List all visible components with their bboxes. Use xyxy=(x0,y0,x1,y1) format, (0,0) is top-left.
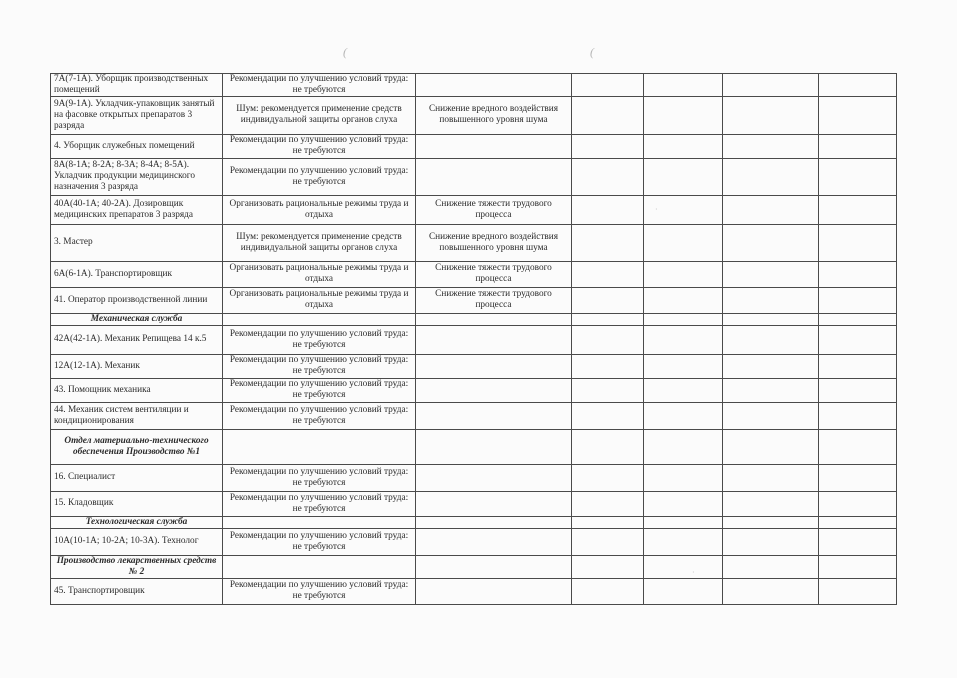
table-row xyxy=(51,464,897,491)
table-row xyxy=(51,402,897,429)
empty-cell xyxy=(819,96,897,134)
empty-cell xyxy=(819,325,897,354)
empty-cell xyxy=(572,224,644,261)
workplace-cell: 15. Кладовщик xyxy=(51,491,223,516)
empty-cell xyxy=(723,429,819,464)
recommendation-cell: Рекомендации по улучшению условий труда: не требуются xyxy=(223,378,416,402)
empty-cell xyxy=(572,528,644,555)
workplace-cell: 12А(12-1А). Механик xyxy=(51,354,223,378)
empty-cell xyxy=(416,429,572,464)
empty-cell xyxy=(572,578,644,604)
empty-cell xyxy=(819,158,897,195)
empty-cell xyxy=(723,464,819,491)
section-row xyxy=(51,516,897,528)
empty-cell xyxy=(223,555,416,578)
empty-cell xyxy=(723,313,819,325)
workplace-cell: 44. Механик систем вентиляции и кондиционирования xyxy=(51,402,223,429)
section-title: Отдел материально-технического обеспечения Производство №1 xyxy=(51,429,223,464)
goal-cell xyxy=(416,578,572,604)
empty-cell xyxy=(723,491,819,516)
empty-cell xyxy=(572,74,644,97)
goal-cell xyxy=(416,528,572,555)
workplace-cell: 3. Мастер xyxy=(51,224,223,261)
empty-cell xyxy=(644,402,723,429)
empty-cell xyxy=(819,74,897,97)
section-title: Механическая служба xyxy=(51,313,223,325)
empty-cell xyxy=(644,354,723,378)
empty-cell xyxy=(819,378,897,402)
recommendation-cell: Рекомендации по улучшению условий труда: не требуются xyxy=(223,134,416,158)
empty-cell xyxy=(644,528,723,555)
measures-table xyxy=(50,73,897,605)
table-row xyxy=(51,528,897,555)
empty-cell xyxy=(572,287,644,313)
section-title: Технологическая служба xyxy=(51,516,223,528)
empty-cell xyxy=(819,528,897,555)
recommendation-cell: Рекомендации по улучшению условий труда: не требуются xyxy=(223,464,416,491)
recommendation-cell: Рекомендации по улучшению условий труда: не требуются xyxy=(223,74,416,97)
goal-cell xyxy=(416,491,572,516)
empty-cell xyxy=(644,287,723,313)
goal-cell xyxy=(416,464,572,491)
empty-cell xyxy=(723,195,819,224)
workplace-cell: 9А(9-1А). Укладчик-упаковщик занятый на фасовке открытых препаратов 3 разряда xyxy=(51,96,223,134)
recommendation-cell: Рекомендации по улучшению условий труда: не требуются xyxy=(223,158,416,195)
empty-cell xyxy=(723,354,819,378)
empty-cell xyxy=(819,261,897,287)
workplace-cell: 40А(40-1А; 40-2А). Дозировщик медицинских препаратов 3 разряда xyxy=(51,195,223,224)
table-row xyxy=(51,261,897,287)
table-row xyxy=(51,134,897,158)
scan-mark-right: ( xyxy=(590,45,594,59)
workplace-cell: 42А(42-1А). Механик Репищева 14 к.5 xyxy=(51,325,223,354)
empty-cell xyxy=(819,195,897,224)
empty-cell xyxy=(723,134,819,158)
empty-cell xyxy=(819,516,897,528)
recommendation-cell: Организовать рациональные режимы труда и отдыха xyxy=(223,261,416,287)
workplace-cell: 7А(7-1А). Уборщик производственных помещений xyxy=(51,74,223,97)
scan-speck: · xyxy=(655,205,658,214)
goal-cell: Снижение тяжести трудового процесса xyxy=(416,287,572,313)
table-row xyxy=(51,378,897,402)
measures-table-body xyxy=(51,74,897,605)
table-row xyxy=(51,96,897,134)
empty-cell xyxy=(223,516,416,528)
empty-cell xyxy=(572,261,644,287)
goal-cell xyxy=(416,402,572,429)
goal-cell xyxy=(416,74,572,97)
table-row xyxy=(51,578,897,604)
recommendation-cell: Рекомендации по улучшению условий труда: не требуются xyxy=(223,402,416,429)
empty-cell xyxy=(572,429,644,464)
empty-cell xyxy=(723,402,819,429)
goal-cell: Снижение тяжести трудового процесса xyxy=(416,261,572,287)
recommendation-cell: Шум: рекомендуется применение средств индивидуальной защиты органов слуха xyxy=(223,96,416,134)
empty-cell xyxy=(723,287,819,313)
empty-cell xyxy=(644,134,723,158)
workplace-cell: 4. Уборщик служебных помещений xyxy=(51,134,223,158)
empty-cell xyxy=(644,429,723,464)
workplace-cell: 43. Помощник механика xyxy=(51,378,223,402)
empty-cell xyxy=(572,195,644,224)
empty-cell xyxy=(819,287,897,313)
empty-cell xyxy=(723,74,819,97)
empty-cell xyxy=(644,516,723,528)
empty-cell xyxy=(644,378,723,402)
goal-cell xyxy=(416,325,572,354)
empty-cell xyxy=(819,224,897,261)
empty-cell xyxy=(819,555,897,578)
empty-cell xyxy=(644,313,723,325)
empty-cell xyxy=(723,224,819,261)
empty-cell xyxy=(644,464,723,491)
recommendation-cell: Шум: рекомендуется применение средств индивидуальной защиты органов слуха xyxy=(223,224,416,261)
empty-cell xyxy=(723,261,819,287)
table-row xyxy=(51,195,897,224)
empty-cell xyxy=(644,96,723,134)
goal-cell: Снижение вредного воздействия повышенного уровня шума xyxy=(416,224,572,261)
empty-cell xyxy=(819,578,897,604)
empty-cell xyxy=(819,491,897,516)
empty-cell xyxy=(723,96,819,134)
empty-cell xyxy=(572,96,644,134)
empty-cell xyxy=(723,516,819,528)
empty-cell xyxy=(819,429,897,464)
recommendation-cell: Организовать рациональные режимы труда и отдыха xyxy=(223,195,416,224)
empty-cell xyxy=(572,491,644,516)
empty-cell xyxy=(572,516,644,528)
empty-cell xyxy=(644,224,723,261)
empty-cell xyxy=(723,578,819,604)
empty-cell xyxy=(644,74,723,97)
goal-cell: Снижение вредного воздействия повышенного уровня шума xyxy=(416,96,572,134)
empty-cell xyxy=(819,313,897,325)
scan-mark-left: ( xyxy=(343,45,347,59)
empty-cell xyxy=(572,313,644,325)
table-row xyxy=(51,224,897,261)
empty-cell xyxy=(572,555,644,578)
empty-cell xyxy=(644,491,723,516)
recommendation-cell: Рекомендации по улучшению условий труда: не требуются xyxy=(223,354,416,378)
empty-cell xyxy=(572,325,644,354)
table-row xyxy=(51,74,897,97)
recommendation-cell: Рекомендации по улучшению условий труда: не требуются xyxy=(223,578,416,604)
empty-cell xyxy=(572,354,644,378)
empty-cell xyxy=(416,313,572,325)
workplace-cell: 45. Транспортировщик xyxy=(51,578,223,604)
section-row xyxy=(51,313,897,325)
table-row xyxy=(51,354,897,378)
section-row xyxy=(51,555,897,578)
section-row xyxy=(51,429,897,464)
empty-cell xyxy=(644,158,723,195)
empty-cell xyxy=(572,464,644,491)
empty-cell xyxy=(723,528,819,555)
goal-cell xyxy=(416,354,572,378)
goal-cell xyxy=(416,158,572,195)
empty-cell xyxy=(223,429,416,464)
workplace-cell: 16. Специалист xyxy=(51,464,223,491)
empty-cell xyxy=(644,555,723,578)
table-row xyxy=(51,491,897,516)
workplace-cell: 41. Оператор производственной линии xyxy=(51,287,223,313)
section-title: Производство лекарственных средств № 2 xyxy=(51,555,223,578)
empty-cell xyxy=(819,464,897,491)
empty-cell xyxy=(572,134,644,158)
empty-cell xyxy=(644,578,723,604)
goal-cell xyxy=(416,378,572,402)
empty-cell xyxy=(723,378,819,402)
recommendation-cell: Организовать рациональные режимы труда и отдыха xyxy=(223,287,416,313)
goal-cell xyxy=(416,134,572,158)
recommendation-cell: Рекомендации по улучшению условий труда: не требуются xyxy=(223,491,416,516)
empty-cell xyxy=(819,354,897,378)
table-row xyxy=(51,325,897,354)
empty-cell xyxy=(723,555,819,578)
empty-cell xyxy=(819,402,897,429)
scan-speck: · xyxy=(692,568,695,577)
empty-cell xyxy=(223,313,416,325)
empty-cell xyxy=(572,402,644,429)
empty-cell xyxy=(819,134,897,158)
recommendation-cell: Рекомендации по улучшению условий труда: не требуются xyxy=(223,528,416,555)
empty-cell xyxy=(723,158,819,195)
table-row xyxy=(51,158,897,195)
empty-cell xyxy=(644,325,723,354)
empty-cell xyxy=(416,516,572,528)
empty-cell xyxy=(723,325,819,354)
workplace-cell: 8А(8-1А; 8-2А; 8-3А; 8-4А; 8-5А). Укладчик продукции медицинского назначения 3 разряда xyxy=(51,158,223,195)
empty-cell xyxy=(644,261,723,287)
empty-cell xyxy=(416,555,572,578)
goal-cell: Снижение тяжести трудового процесса xyxy=(416,195,572,224)
workplace-cell: 6А(6-1А). Транспортировщик xyxy=(51,261,223,287)
workplace-cell: 10А(10-1А; 10-2А; 10-3А). Технолог xyxy=(51,528,223,555)
table-row xyxy=(51,287,897,313)
recommendation-cell: Рекомендации по улучшению условий труда: не требуются xyxy=(223,325,416,354)
empty-cell xyxy=(572,378,644,402)
empty-cell xyxy=(572,158,644,195)
